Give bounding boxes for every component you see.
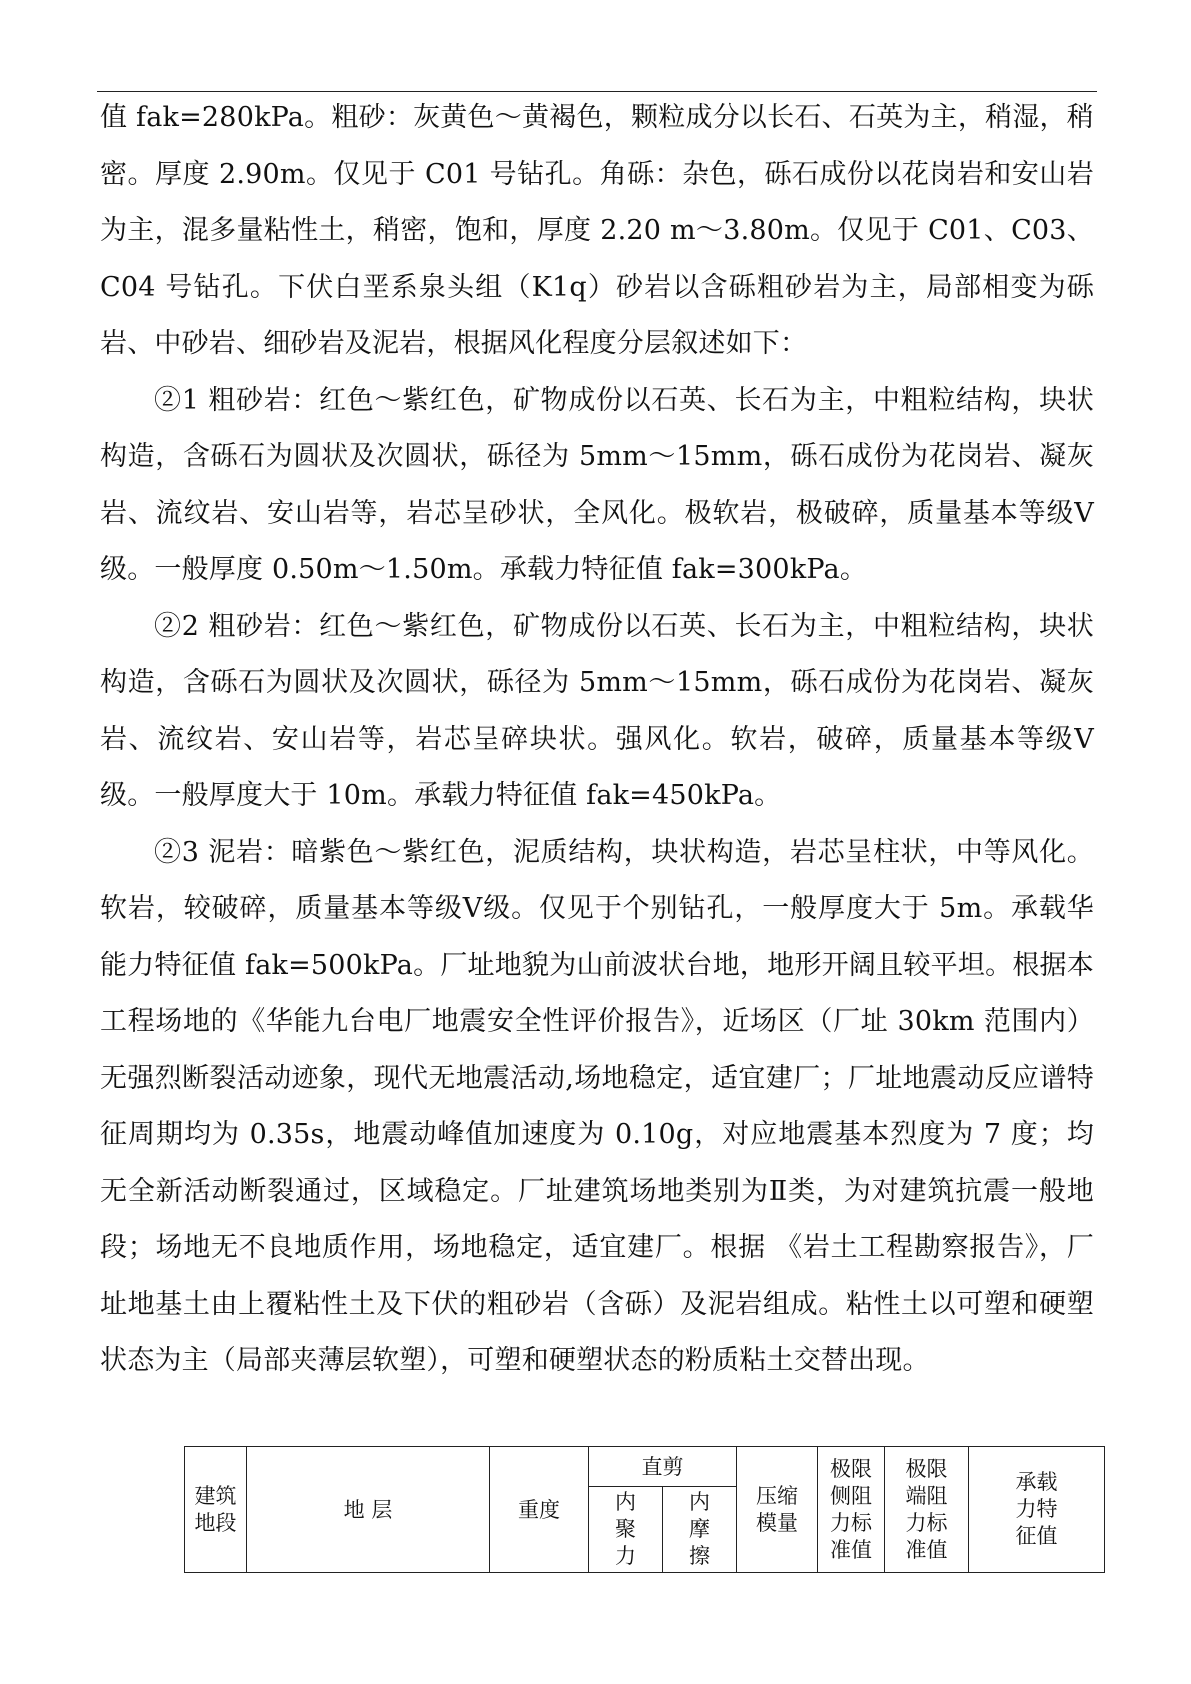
document-body	[100, 90, 1094, 1390]
paragraph-mudstone: ②3 泥岩：暗紫色～紫红色，泥质结构，块状构造，岩芯呈柱状，中等风化。软岩，较破碎，质量基本等级Ⅴ级。仅见于个别钻孔，一般厚度大于 5m。承载华能力特征值 fak=500kPa。厂址地貌为山前波状台地，地形开阔且较平坦。根据本工程场地的《华能九台电厂地震安全性评价报告》，近场区（厂址 30km 范围内）无强烈断裂活动迹象，现代无地震活动,场地稳定，适宜建厂；厂址地震动反应谱特征周期均为 0.35s，地震动峰值加速度为 0.10g，对应地震基本烈度为 7 度；均无全新活动断裂通过，区域稳定。厂址建筑场地类别为Ⅱ类，为对建筑抗震一般地段；场地无不良地质作用，场地稳定，适宜建厂。根据 《岩土工程勘察报告》，厂址地基土由上覆粘性土及下伏的粗砂岩（含砾）及泥岩组成。粘性土以可塑和硬塑状态为主（局部夹薄层软塑），可塑和硬塑状态的粉质粘土交替出现。	[100, 836, 1094, 1376]
header-friction: 内摩擦	[663, 1487, 737, 1573]
header-stratum: 地 层	[247, 1447, 490, 1573]
header-section: 建筑地段	[185, 1447, 247, 1573]
header-unit-weight: 重度	[490, 1447, 589, 1573]
geotechnical-parameters-table	[184, 1446, 1105, 1573]
header-cohesion: 内聚力	[589, 1487, 663, 1573]
header-end-resistance: 极限端阻力标准值	[885, 1447, 969, 1573]
paragraph-coarse-sandstone-1: ②1 粗砂岩：红色～紫红色，矿物成份以石英、长石为主，中粗粒结构，块状构造，含砾石为圆状及次圆状，砾径为 5mm～15mm，砾石成份为花岗岩、凝灰岩、流纹岩、安山岩等，岩芯呈砂状，全风化。极软岩，极破碎，质量基本等级Ⅴ级。一般厚度 0.50m～1.50m。承载力特征值 fak=300kPa。	[100, 384, 1094, 585]
header-direct-shear: 直剪	[589, 1447, 737, 1487]
header-bearing-capacity: 承载力特征值	[969, 1447, 1105, 1573]
paragraph-continuation: 值 fak=280kPa。粗砂：灰黄色～黄褐色，颗粒成分以长石、石英为主，稍湿，稍密。厚度 2.90m。仅见于 C01 号钻孔。角砾：杂色，砾石成份以花岗岩和安山岩为主，混多量粘性土，稍密，饱和，厚度 2.20 m～3.80m。仅见于 C01、C03、C04 号钻孔。下伏白垩系泉头组（K1q）砂岩以含砾粗砂岩为主，局部相变为砾岩、中砂岩、细砂岩及泥岩，根据风化程度分层叙述如下：	[100, 102, 1094, 359]
header-compression-modulus: 压缩模量	[737, 1447, 818, 1573]
paragraph-coarse-sandstone-2: ②2 粗砂岩：红色～紫红色，矿物成份以石英、长石为主，中粗粒结构，块状构造，含砾石为圆状及次圆状，砾径为 5mm～15mm，砾石成份为花岗岩、凝灰岩、流纹岩、安山岩等，岩芯呈碎块状。强风化。软岩，破碎，质量基本等级Ⅴ级。一般厚度大于 10m。承载力特征值 fak=450kPa。	[100, 610, 1094, 811]
header-side-resistance: 极限侧阻力标准值	[818, 1447, 885, 1573]
